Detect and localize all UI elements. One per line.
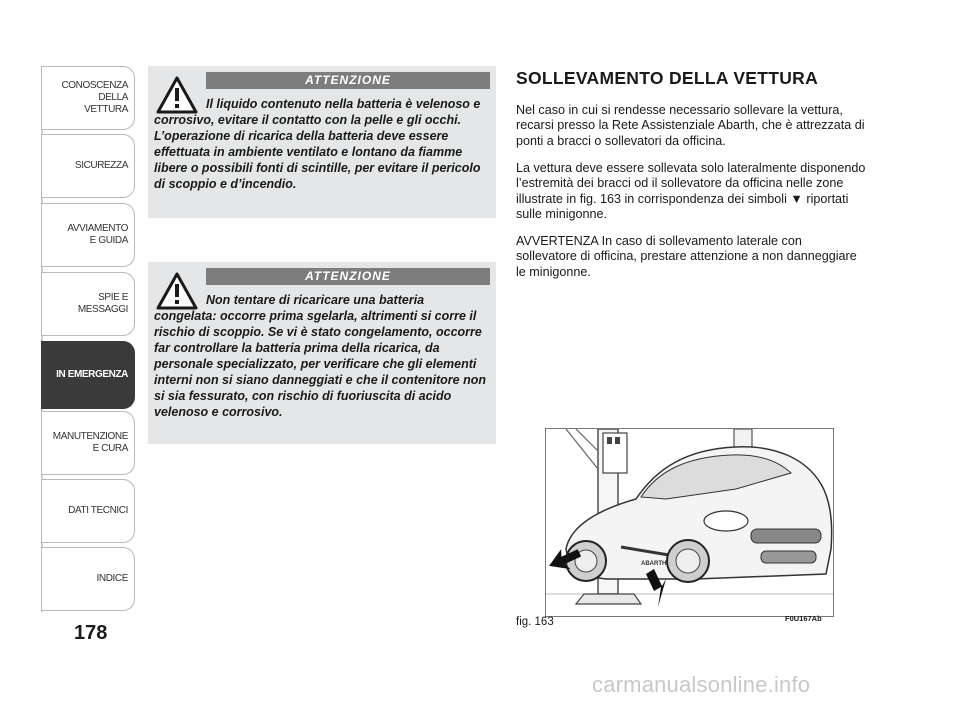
figure-car-lift (545, 428, 834, 617)
tab-sicurezza[interactable]: SICUREZZA (41, 134, 135, 198)
chapter-tabs (41, 66, 135, 612)
tab-manutenzione-e-cura[interactable]: MANUTENZIONE E CURA (41, 411, 135, 475)
body-paragraph: La vettura deve essere sollevata solo lateralmente disponendo l’estremità dei bracci od il sollevatore da officina nelle zone illustrate in fig. 163 in corrispondenza dei simboli ▼ riportati sulle minigonne. (516, 161, 866, 222)
tab-avviamento-e-guida[interactable]: AVVIAMENTO E GUIDA (41, 203, 135, 267)
tab-in-emergenza[interactable]: IN EMERGENZA (41, 341, 135, 409)
figure-code: F0U167Ab (785, 614, 822, 623)
warning-box-frozen-battery (148, 262, 496, 444)
tab-indice[interactable]: INDICE (41, 547, 135, 611)
figure-caption: fig. 163 (516, 616, 554, 628)
tab-dati-tecnici[interactable]: DATI TECNICI (41, 479, 135, 543)
tab-spie-e-messaggi[interactable]: SPIE E MESSAGGI (41, 272, 135, 336)
warning-banner: ATTENZIONE (206, 268, 490, 285)
section-title: SOLLEVAMENTO DELLA VETTURA (516, 68, 819, 88)
watermark: carmanualsonline.info (592, 672, 811, 697)
warning-banner: ATTENZIONE (206, 72, 490, 89)
page-number: 178 (74, 622, 108, 644)
warning-text: Il liquido contenuto nella batteria è velenoso e corrosivo, evitare il contatto con la pelle e gli occhi. L’operazione di ricarica della batteria deve essere effettuata in ambiente ventilato e lontano da fiamme libere o possibili fonti di scintille, per evitare il pericolo di scoppio e d’incendio. (154, 97, 481, 191)
body-paragraph: AVVERTENZA In caso di sollevamento laterale con sollevatore di officina, prestare attenzione a non danneggiare le minigonne. (516, 234, 857, 279)
warning-text: Non tentare di ricaricare una batteria congelata: occorre prima sgelarla, altrimenti si corre il rischio di scoppio. Se vi è stato congelamento, occorre far controllare la batteria prima della ricarica, da personale specializzato, per verificare che gli elementi interni non si siano danneggiati e che il contenitore non si sia fessurato, con rischio di fuoriuscita di acido velenoso e corrosivo. (154, 293, 486, 419)
warning-box-battery-liquid (148, 66, 496, 218)
car-lift-illustration (546, 429, 833, 616)
body-paragraph: Nel caso in cui si rendesse necessario sollevare la vettura, recarsi presso la Rete Assistenziale Abarth, che è attrezzata di ponti a bracci o sollevatori da officina. (516, 103, 865, 148)
car-badge-text: ABARTH (641, 561, 667, 567)
tab-conoscenza-della-vettura[interactable]: CONOSCENZA DELLA VETTURA (41, 66, 135, 130)
